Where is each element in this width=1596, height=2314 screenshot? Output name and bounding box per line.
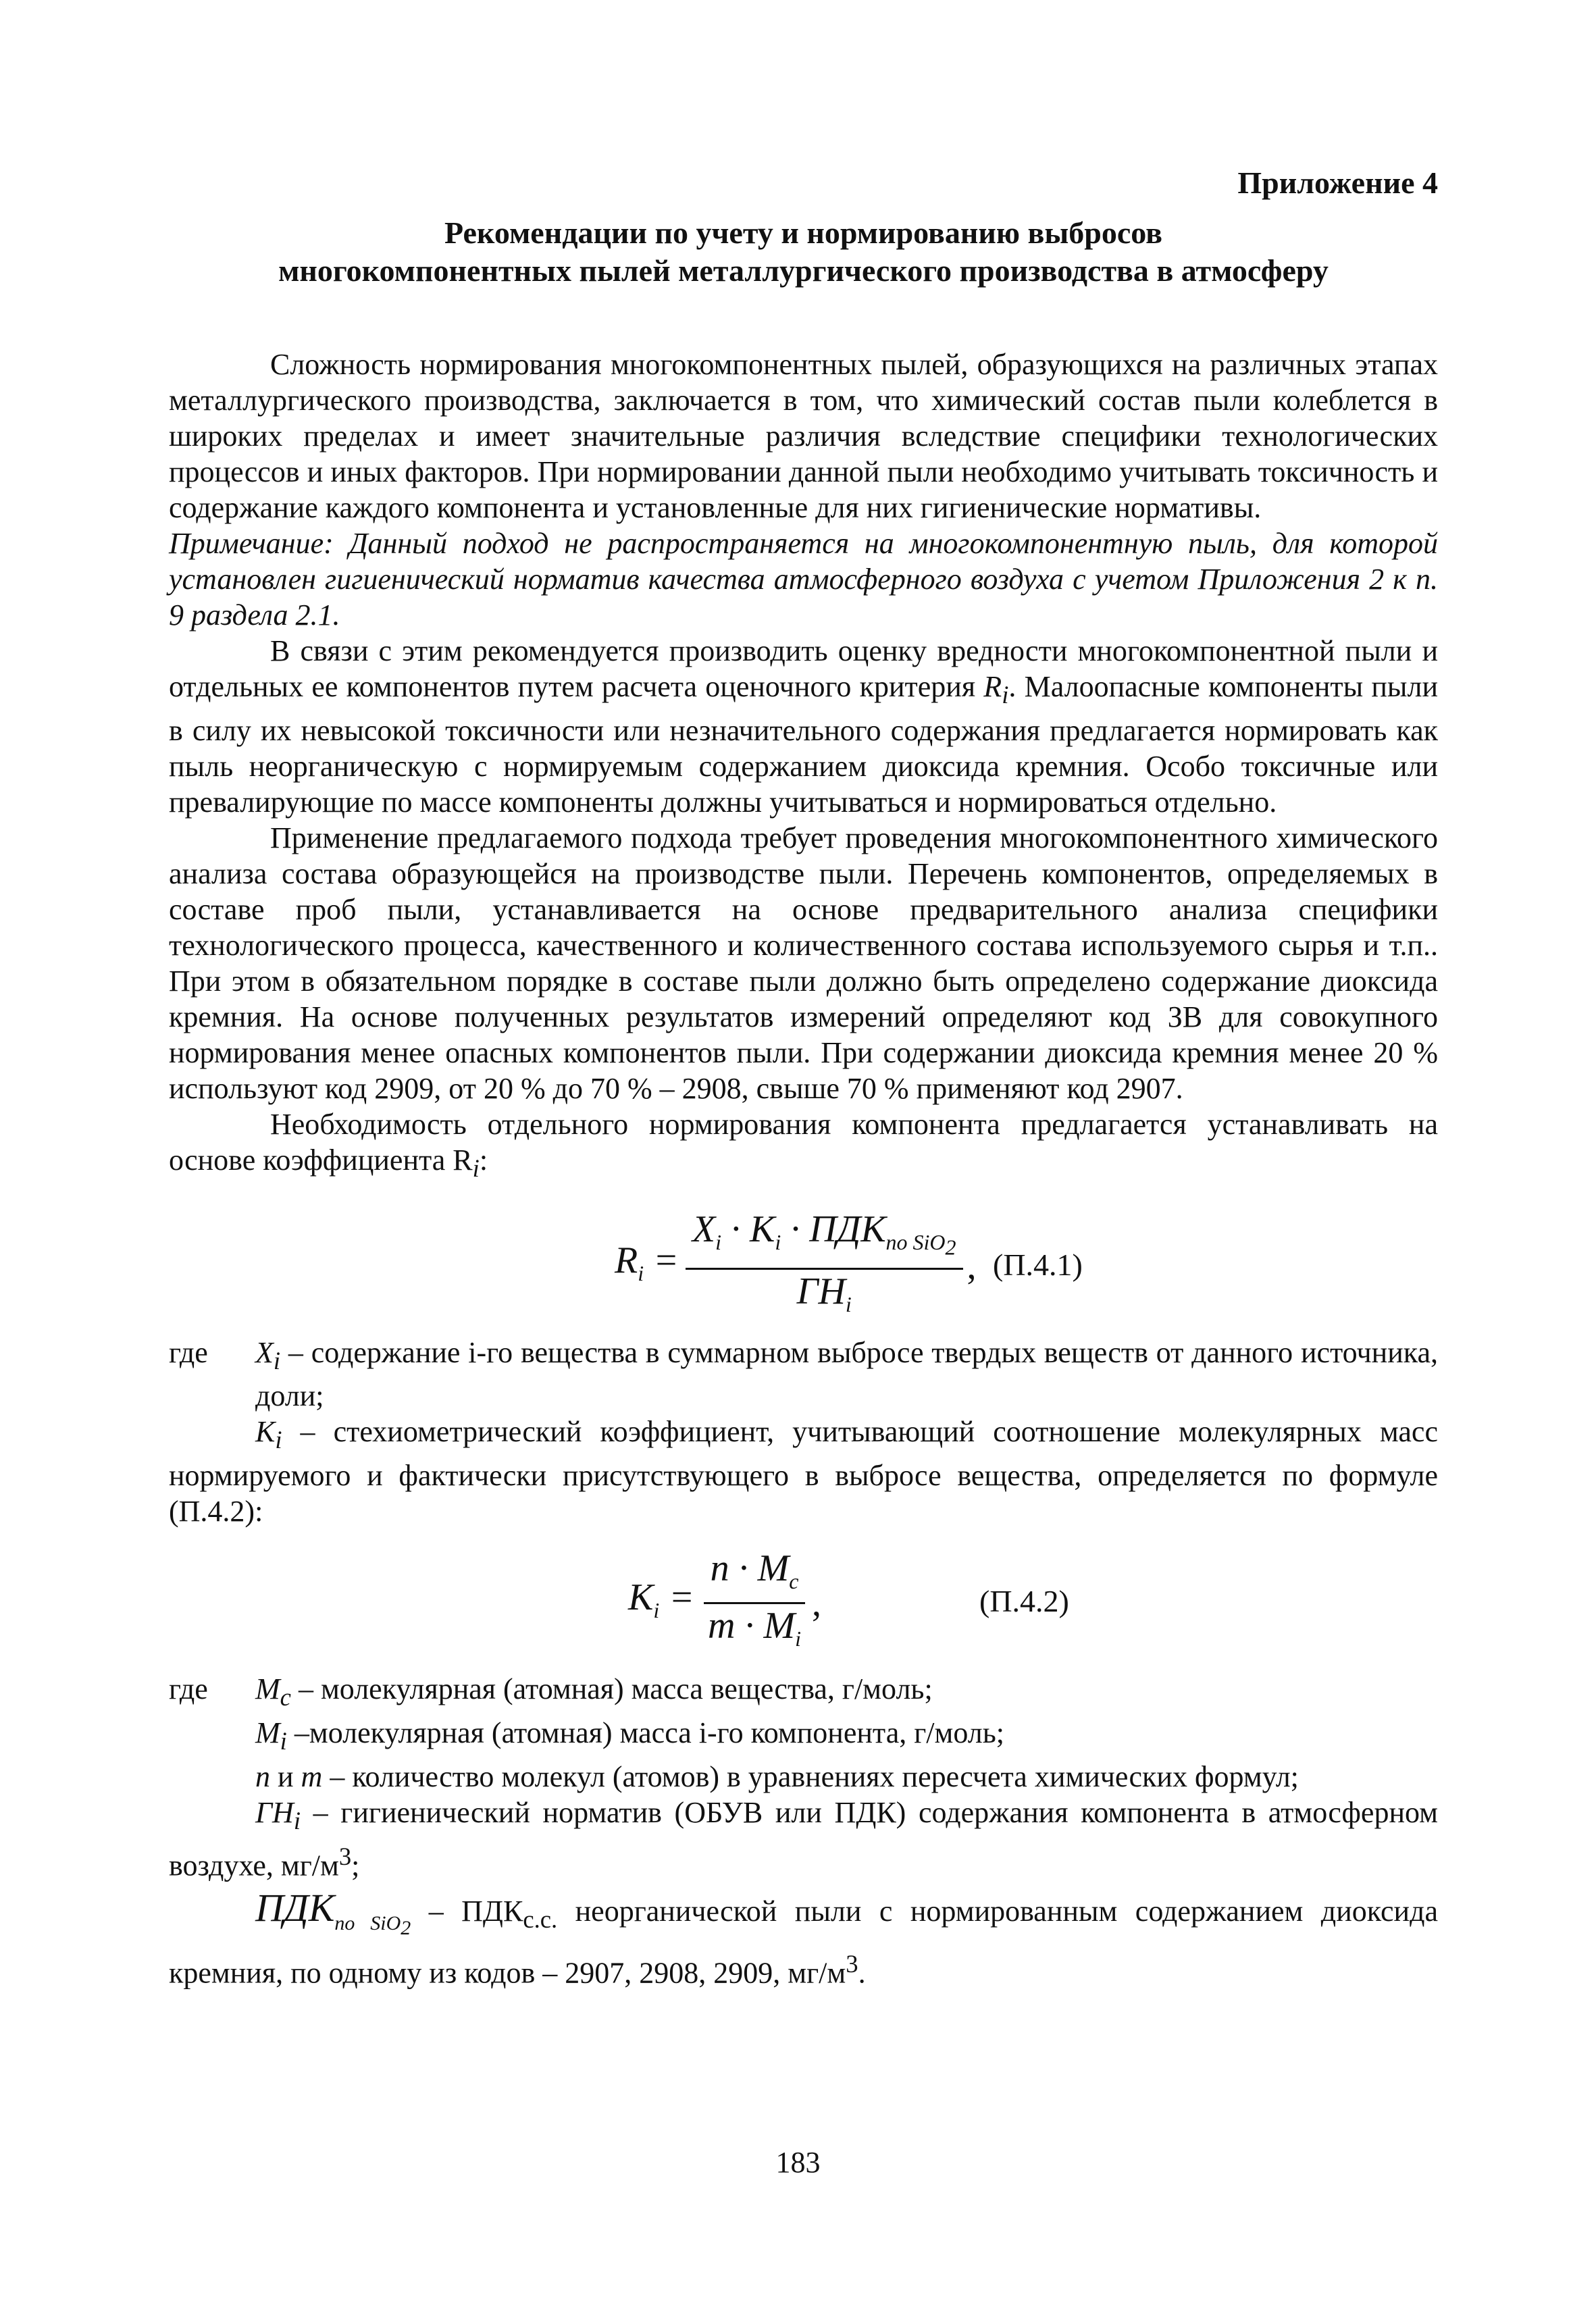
where-word-2: где [169,1672,208,1706]
paragraph-3: Применение предлагаемого подхода требует проведения многокомпонентного химического анализа состава образующейся на производстве пыли. Перечень компонентов, определяемых в составе проб пыли, устанавливается на основе предварительного анализа специфики технологического процесса, качественного и количественного состава используемого сырья и т.п.. При этом в обязательном порядке в составе пыли должно быть определено содержание диоксида кремния. На основе полученных результатов измерений определяют код ЗВ для совокупного нормирования менее опасных компонентов пыли. При содержании диоксида кремния менее 20 % используют код 2909, от 20 % до 70 % – 2908, свыше 70 % применяют код 2907. [169,821,1438,1105]
definition-mc: где $M_c$ – молекулярная (атомная) масса вещества, г/моль; [169,1671,1438,1715]
title-line-1: Рекомендации по учету и нормированию выбросов [444,215,1162,250]
note-label: Примечание: [169,527,334,560]
paragraph-4: Необходимость отдельного нормирования компонента предлагается устанавливать на основе коэффициента $R_i$: [169,1107,1438,1182]
formula-4-2-lhs: $K_i$ = [628,1576,695,1622]
formula-4-1-expression: $R_i$ = $\frac{X_i \cdot K_i \cdot ПДК_{по SiO_2}}{ГН_i}$ , [615,1212,977,1323]
formula-4-1-lhs: $R_i$ = [615,1239,679,1286]
note-block [169,525,1438,633]
paragraph-2-text-a: В связи с этим рекомендуется производить оценку вредности многокомпонентной пыли и отдельных ее компонентов путем расчета оценочного критерия [169,634,1438,703]
formula-4-2-numerator: $n \cdot M_c$ [704,1551,806,1604]
definition-mi: $M_i$ –молекулярная (атомная) масса i-го компонента, г/моль; [255,1716,1005,1755]
paragraph-2-symbol: $R_i$ [983,670,1009,709]
formula-4-2-expression: $K_i$ = $\frac{n \cdot M_c}{m \cdot M_i}$ , [628,1551,821,1657]
note-text: Данный подход не распространяется на многокомпонентную пыль, для которой установлен гигиенический норматив качества атмосферного воздуха с учетом Приложения 2 к п. 9 раздела 2.1. [169,527,1439,632]
definition-pdk: $ПДК_{по SiO_2} - ПДК_{с.с.}$ неорганической пыли с нормированным содержанием диоксида кремния, по одному из кодов – 2907, 2908, 2909, $мг/м^3$. [169,1886,1439,1990]
formula-4-1-denominator: $ГН_i$ [796,1270,852,1317]
formula-4-2 [169,1541,1438,1656]
pdk-symbol: $ПДК_{по SiO_2}$ [255,1886,411,1939]
definition-gn: $ГН_i$ – гигиенический норматив (ОБУВ или ПДК) содержания компонента в атмосферном воздухе, $мг/м^3$; [169,1795,1438,1882]
definition-x: где $X_i$ – содержание i-го вещества в суммарном выбросе твердых веществ от данного источника, доли; [169,1335,1438,1413]
definition-nm: n и m – количество молекул (атомов) в уравнениях пересчета химических формул; [255,1759,1299,1793]
formula-4-2-denominator: $m \cdot M_i$ [708,1605,802,1651]
definition-k: $K_i$ – стехиометрический коэффициент, учитывающий соотношение молекулярных масс нормируемого и фактически присутствующего в выбросе вещества, определяется по формуле (П.4.2): [169,1415,1438,1528]
paragraph-2-text-b: . Малоопасные компоненты пыли в силу их невысокой токсичности или незначительного содержания предлагается нормировать как пыль неорганическую с нормируемым содержанием диоксида кремния. Особо токсичные или превалирующие по массе компоненты должны учитываться и нормироваться отдельно. [169,670,1438,819]
formula-4-1-numerator: $X_i \cdot K_i \cdot ПДК_{по SiO_2}$ [686,1212,963,1270]
paragraph-2 [169,633,1438,820]
formula-4-2-number: (П.4.2) [979,1584,1069,1619]
appendix-label: Приложение 4 [1237,165,1438,200]
where-word-1: где [169,1335,208,1369]
paragraph-1: Сложность нормирования многокомпонентных пылей, образующихся на различных этапах металлургического производства, заключается в том, что химический состав пыли колеблется в широких пределах и имеет значительные различия вследствие специфики технологических процессов и иных факторов. При нормировании данной пыли необходимо учитывать токсичность и содержание каждого компонента и установленные для них гигиенические нормативы. [169,348,1438,524]
document-title [169,214,1438,290]
page-number: 183 [775,2146,821,2179]
title-line-2: многокомпонентных пылей металлургического производства в атмосферу [278,253,1329,288]
formula-4-1 [169,1198,1438,1320]
formula-4-1-number: (П.4.1) [993,1247,1083,1282]
